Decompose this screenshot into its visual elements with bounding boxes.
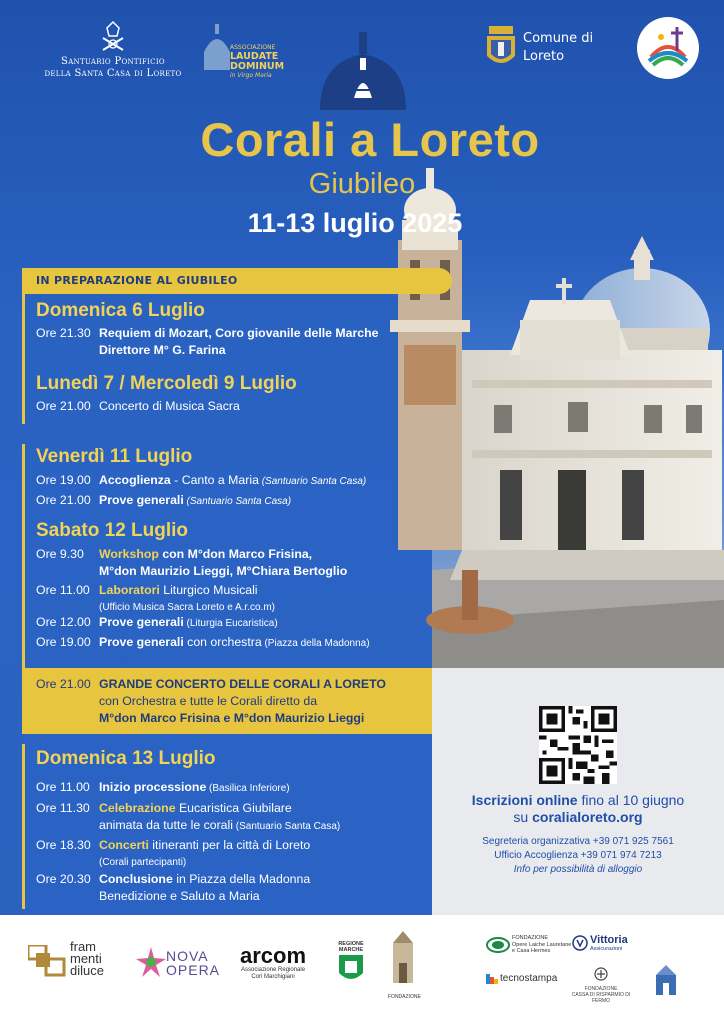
dome-icon (202, 22, 232, 72)
arcom-logo: arcom Associazione Regionale Cori Marchigiani (240, 943, 307, 980)
registration-line: Iscrizioni online fino al 10 giugno (471, 792, 685, 808)
schedule-row: Ore 21.00 GRANDE CONCERTO DELLE CORALI A LORETO con Orchestra e tutte le Corali diretto da M°don Marco Frisina e M°don Maurizio Lieggi (36, 677, 386, 725)
timeline-bar (22, 744, 25, 909)
fondazione-building-icon (389, 929, 417, 989)
timeline-bar (22, 294, 25, 424)
comune-logo (485, 24, 594, 76)
laudate-motto: in Virgo Maria (230, 72, 272, 79)
registration-panel (432, 668, 724, 915)
schedule-row: Ore 19.00 Accoglienza - Canto a Maria (Santuario Santa Casa) (36, 473, 367, 487)
day-heading: Domenica 13 Luglio (36, 748, 216, 769)
poster-title: Corali a Loreto (200, 113, 540, 166)
comune-crest-icon (485, 24, 517, 72)
schedule-row: Ore 21.30 Requiem di Mozart, Coro giovanile delle Marche Direttore M° G. Farina (36, 326, 379, 357)
laudate-dominum-logo (202, 22, 292, 79)
schedule-row: Ore 20.30 Conclusione in Piazza della Madonna Benedizione e Saluto a Maria (36, 872, 311, 903)
timeline-bar (22, 444, 25, 668)
jubilee-pilgrims-icon (637, 17, 699, 79)
vittoria-emblem-icon (572, 935, 588, 951)
schedule-row: Ore 18.30 Concerti itineranti per la città di Loreto (Corali partecipanti) (36, 838, 311, 868)
office-phone: Ufficio Accoglienza +39 071 974 7213 (494, 850, 662, 861)
nova-opera-star-icon (136, 947, 166, 977)
arcom-subtitle: Associazione Regionale Cori Marchigiani (241, 967, 306, 980)
schedule-row: Ore 21.00 Prove generali (Santuario Santa Casa) (36, 493, 292, 507)
regione-marche-logo: REGIONE MARCHE (338, 941, 364, 990)
giubileo-logo (637, 17, 699, 79)
day-heading: Lunedì 7 / Mercoledì 9 Luglio (36, 373, 297, 394)
papal-emblem-icon (95, 20, 131, 54)
fondazione-logo: FONDAZIONE (388, 929, 418, 1000)
schedule-row: Ore 21.00 Concerto di Musica Sacra (36, 399, 240, 413)
day-heading: Domenica 6 Luglio (36, 300, 205, 321)
carifermo-crest-icon (591, 967, 611, 981)
sponsors-footer: fram menti diluce NOVA OPERA arcom Associazione Regionale Cori Marchigiani REGIONE MARCHE FONDAZIONE FONDAZIONE Opere Laiche Lauretane e Casa Hermes Vittoria Assicurazioni tecnostampa FONDAZIONE CASSA DI RISPARMIO DI FERMO (0, 915, 724, 1024)
schedule-row: Ore 11.00 Laboratori Liturgico Musicali (Ufficio Musica Sacra Loreto e A.r.co.m) (36, 583, 275, 613)
santuario-line-2: della Santa Casa di Loreto (44, 68, 182, 79)
prep-label: IN PREPARAZIONE AL GIUBILEO (36, 274, 238, 287)
day-heading: Venerdì 11 Luglio (36, 446, 193, 467)
poster-subtitle: Giubileo (308, 168, 416, 200)
carifermo-logo: FONDAZIONE CASSA DI RISPARMIO DI FERMO (566, 967, 636, 1004)
schedule-row: Ore 19.00 Prove generali con orchestra (Piazza della Madonna) (36, 635, 370, 649)
regione-marche-shield-icon (338, 953, 364, 985)
santuario-line-1: Santuario Pontificio (61, 56, 165, 67)
opere-laiche-icon (486, 937, 510, 953)
laudate-name: LAUDATE DOMINUM (230, 51, 285, 72)
schedule-row: Ore 11.30 Celebrazione Eucaristica Giubilare animata da tutte le corali (Santuario Santa Casa) (36, 801, 341, 832)
registration-info (432, 792, 724, 877)
loreto-multiservizi-logo (654, 965, 678, 1000)
corali-dome-logo-icon (318, 28, 408, 112)
grand-concert-banner (22, 668, 454, 734)
schedule-row: Ore 11.00 Inizio processione (Basilica Inferiore) (36, 780, 290, 794)
tecnostampa-icon (486, 974, 498, 984)
secretary-phone: Segreteria organizzativa +39 071 925 7561 (482, 836, 674, 847)
frammenti-icon (28, 945, 66, 977)
comune-name: Comune di Loreto (523, 31, 594, 64)
prep-banner (22, 268, 452, 294)
laudate-assoc: ASSOCIAZIONE (230, 44, 276, 51)
event-dates: 11-13 luglio 2025 (247, 208, 463, 238)
schedule-row: Ore 12.00 Prove generali (Liturgia Eucaristica) (36, 615, 278, 629)
schedule-row: Ore 9.30 Workshop con M°don Marco Frisina, M°don Maurizio Lieggi, M°Chiara Bertoglio (36, 547, 348, 578)
registration-website[interactable]: su coralialoreto.org (513, 809, 643, 825)
santuario-logo (38, 20, 188, 80)
qr-code-icon[interactable] (539, 706, 617, 784)
day-heading: Sabato 12 Luglio (36, 520, 189, 541)
loreto-tower-icon (654, 965, 678, 995)
lodging-info: Info per possibilità di alloggio (513, 864, 643, 875)
